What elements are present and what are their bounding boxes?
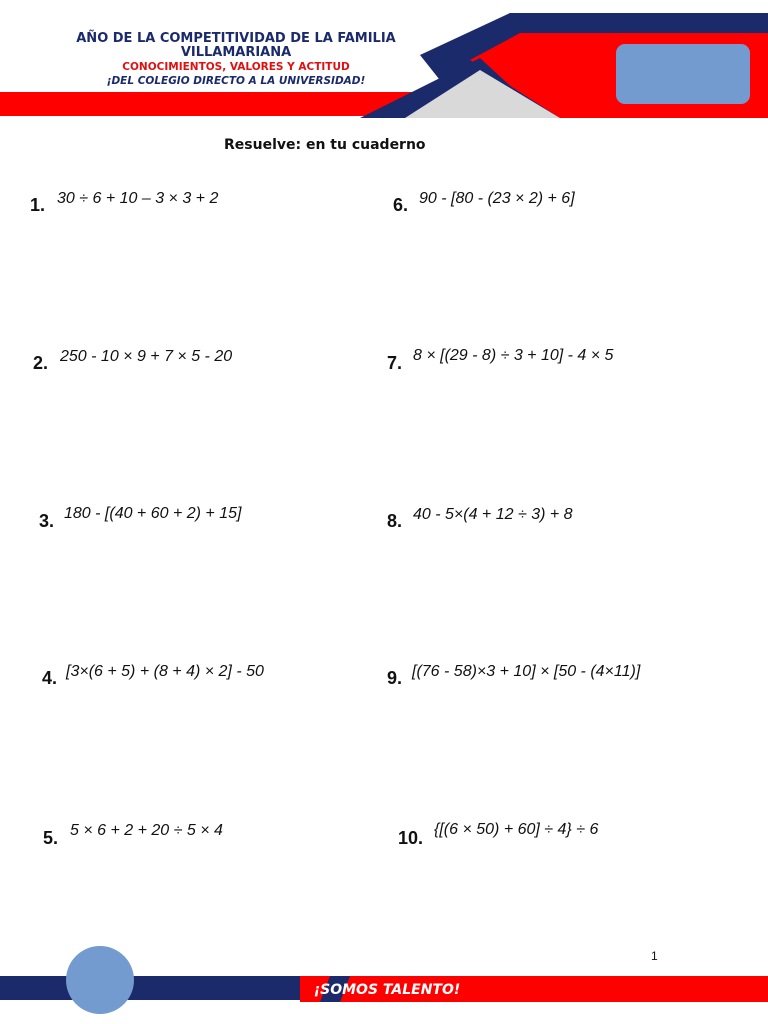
exercise-expression: [(76 - 58)×3 + 10] × [50 - (4×11)]: [412, 663, 641, 680]
header-subtitle: CONOCIMIENTOS, VALORES Y ACTITUD: [122, 61, 350, 73]
exercise-expression: 40 - 5×(4 + 12 ÷ 3) + 8: [413, 506, 573, 523]
exercise-expression: 90 - [80 - (23 × 2) + 6]: [419, 190, 575, 207]
exercise-expression: 8 × [(29 - 8) ÷ 3 + 10] - 4 × 5: [413, 347, 614, 364]
exercise-number: 10.: [398, 828, 424, 848]
header-title-line2: VILLAMARIANA: [180, 45, 292, 60]
exercise-expression: 180 - [(40 + 60 + 2) + 15]: [64, 505, 242, 522]
exercise-expression: 250 - 10 × 9 + 7 × 5 - 20: [60, 348, 233, 365]
exercise-number: 3.: [39, 511, 55, 531]
exercise-number: 4.: [42, 668, 58, 688]
exercise-expression: 30 ÷ 6 + 10 – 3 × 3 + 2: [57, 190, 219, 207]
exercise-number: 5.: [43, 828, 59, 848]
exercise-number: 7.: [387, 353, 403, 373]
exercise-expression: {[(6 × 50) + 60] ÷ 4} ÷ 6: [434, 821, 599, 838]
header-slogan: ¡DEL COLEGIO DIRECTO A LA UNIVERSIDAD!: [106, 75, 366, 87]
exercise-expression: 5 × 6 + 2 + 20 ÷ 5 × 4: [70, 822, 223, 839]
footer-text: ¡SOMOS TALENTO!: [313, 982, 461, 998]
instruction-text: Resuelve: en tu cuaderno: [224, 137, 426, 153]
header-title-line1: AÑO DE LA COMPETITIVIDAD DE LA FAMILIA: [76, 31, 396, 46]
exercise-number: 1.: [30, 195, 46, 215]
exercise-expression: [3×(6 + 5) + (8 + 4) × 2] - 50: [66, 663, 264, 680]
exercise-number: 8.: [387, 511, 403, 531]
exercise-number: 2.: [33, 353, 49, 373]
exercise-number: 6.: [393, 195, 409, 215]
page-number: 1: [651, 949, 658, 963]
exercise-number: 9.: [387, 668, 403, 688]
